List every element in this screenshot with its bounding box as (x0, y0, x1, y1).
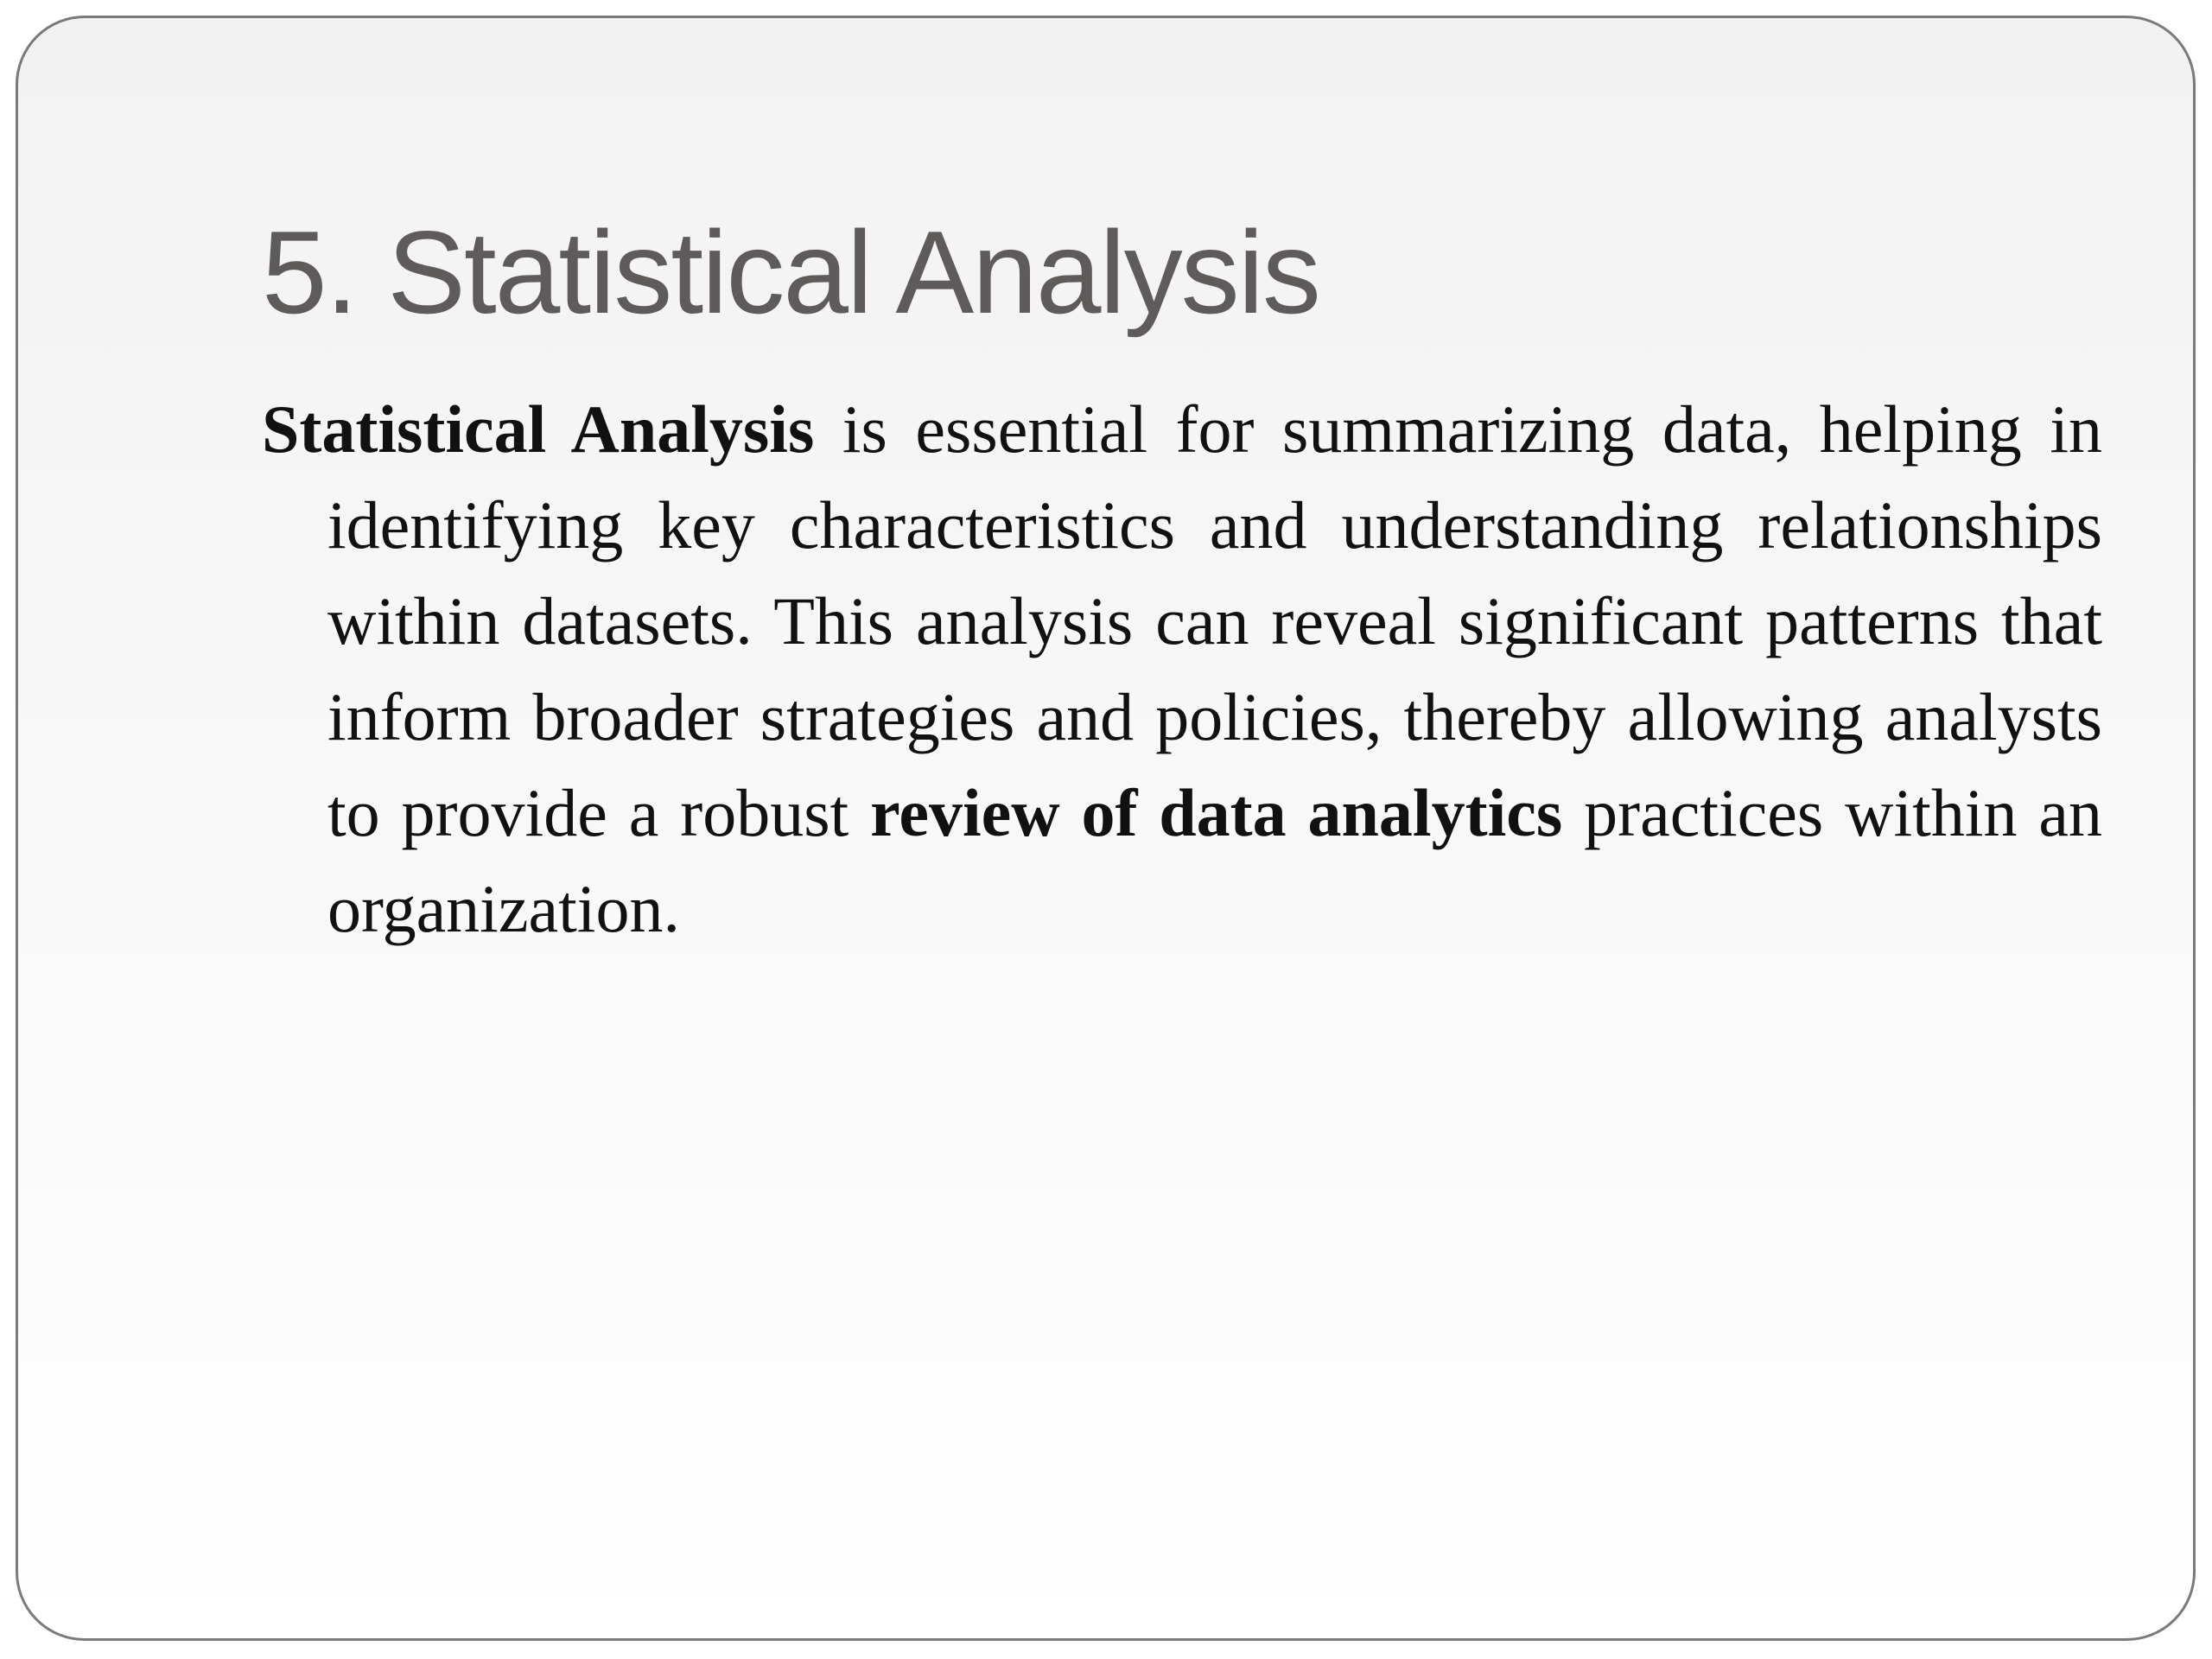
body-lead-bold: Statistical Analysis (262, 391, 815, 467)
body-text-2: practices within an organization. (327, 775, 2102, 946)
slide-title: 5. Statistical Analysis (262, 207, 1319, 338)
slide-body-paragraph (262, 381, 2102, 957)
body-emphasis-bold: review of data analytics (870, 775, 1563, 850)
body-text-1: is essential for summarizing data, helping in identifying key characteristics and understanding relationships within datasets. This analysis can reveal significant patterns that inform broader strategies and policies, thereby allowing analysts to provide a robust (327, 391, 2102, 850)
slide-frame (16, 16, 2196, 1641)
